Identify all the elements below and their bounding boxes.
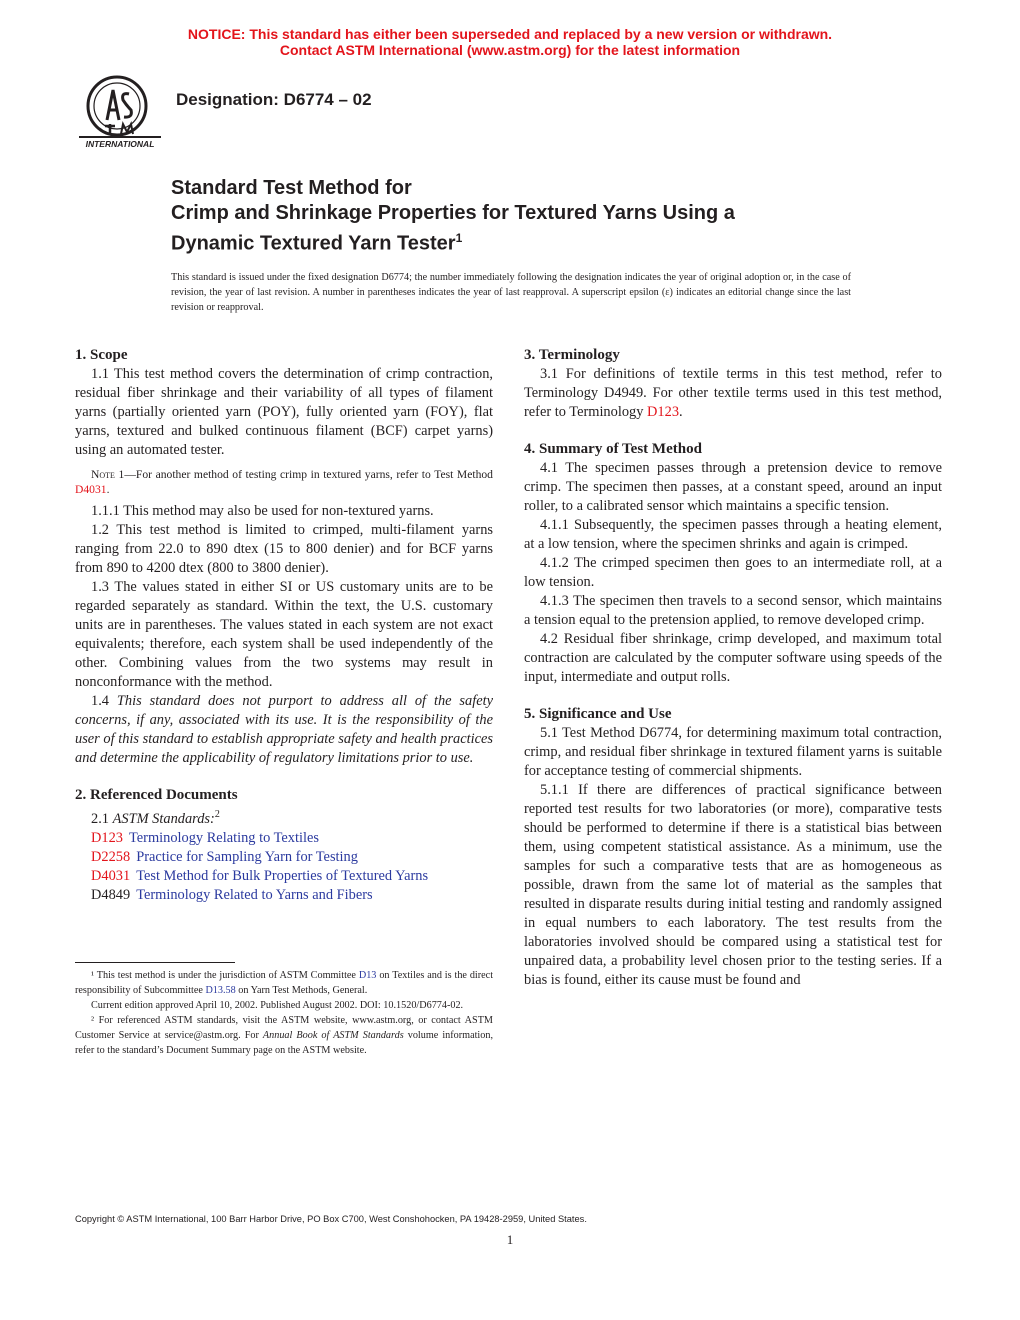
reference-item[interactable] <box>75 886 493 905</box>
paragraph-4-1: 4.1 The specimen passes through a pretension device to remove crimp. The specimen then passes, at a constant speed, around an input roller, to a calibrated sensor which maintains a specific tension. <box>524 460 942 514</box>
title-line-2: Crimp and Shrinkage Properties for Textured Yarns Using a <box>171 202 735 224</box>
link-d13[interactable]: D13 <box>358 970 377 981</box>
paragraph-4-1-3: 4.1.3 The specimen then travels to a second sensor, which maintains a tension equal to the pretension applied, to remove developed crimp. <box>524 593 942 628</box>
reference-code: D4849 <box>91 886 131 903</box>
logo-wordmark: INTERNATIONAL <box>85 139 155 149</box>
footnote-1 <box>75 968 493 998</box>
title-line-3 <box>171 226 911 257</box>
reference-item[interactable] <box>75 867 493 886</box>
paragraph-2-1-text: ASTM Standards: <box>112 810 215 827</box>
paragraph-1-4-text: This standard does not purport to address all of the safety concerns, if any, associated with its use. It is the responsibility of the user of this standard to establish appropriate safety and health practices and determine the applicability of regulatory limitations prior to use. <box>75 693 493 766</box>
paragraph-3-1-end: . <box>679 404 683 420</box>
paragraph-1-1: 1.1 This test method covers the determination of crimp contraction, residual fiber shrinkage and their variability of all types of filament yarns (partially oriented yarn (POY), fully oriented yarn (FOY), flat yarns, textured and bulked continuous filament (BCF) carpet yarns) using an automated tester. <box>75 366 493 458</box>
paragraph-2-1 <box>75 805 493 829</box>
footnote-2 <box>75 1013 493 1058</box>
paragraph-1-3: 1.3 The values stated in either SI or US customary units are to be regarded separately as standard. Within the text, the U.S. customary units are in parentheses. The values stated in each system are not exact equivalents; therefore, each system shall be used independently of the other. Combining values from the two systems may result in nonconformance with the method. <box>75 579 493 690</box>
page-number: 1 <box>506 1232 514 1247</box>
paragraph-4-1-2: 4.1.2 The crimped specimen then goes to an intermediate roll, at a low tension. <box>524 555 942 590</box>
footnote-edition: Current edition approved April 10, 2002. Published August 2002. DOI: 10.1520/D6774-02. <box>91 1000 464 1011</box>
note-label: Note <box>91 468 115 481</box>
reference-title[interactable]: Practice for Sampling Yarn for Testing <box>136 848 358 865</box>
paragraph-5-1-1: 5.1.1 If there are differences of practical significance between reported test results for two laboratories (or more), comparative tests should be performed to determine if there is a statistical bias between them, using competent statistical assistance. As a minimum, use the samples for such a comparative tests that are as homogeneous as possible, drawn from the same lot of material as the samples that resulted in disparate results during initial testing and randomly assigned in equal numbers to each laboratory. The test results from the laboratories involved should be compared using a statistical test for unpaired data, a probability level chosen prior to the testing series. If a bias is found, either its cause must be found and <box>524 782 942 988</box>
paragraph-3-1-text: 3.1 For definitions of textile terms in this test method, refer to Terminology D4949. For other textile terms used in this test method, refer to Terminology <box>524 366 942 420</box>
section-1-heading: 1. Scope <box>75 347 128 363</box>
link-d13-58[interactable]: D13.58 <box>205 985 236 996</box>
reference-code[interactable]: D2258 <box>91 848 131 865</box>
reference-code[interactable]: D123 <box>91 829 123 846</box>
reference-item[interactable] <box>75 848 493 867</box>
copyright-line: Copyright © ASTM International, 100 Barr Harbor Drive, PO Box C700, West Conshohocken, PA 19428-2959, United States. <box>75 1214 587 1224</box>
astm-logo <box>77 74 163 150</box>
note-text: 1—For another method of testing crimp in textured yarns, refer to Test Method <box>118 468 493 481</box>
paragraph-4-2: 4.2 Residual fiber shrinkage, crimp developed, and maximum total contraction are calculated by the computer software using speeds of the input, intermediate and output rolls. <box>524 631 942 685</box>
section-3-heading: 3. Terminology <box>524 347 620 363</box>
paragraph-3-1 <box>524 365 942 422</box>
footnote-1-end: on Yarn Test Methods, General. <box>238 985 368 996</box>
section-2-heading: 2. Referenced Documents <box>75 787 238 803</box>
footnote-2-end: volume information, refer to the standard’s Document Summary page on the ASTM website. <box>75 1030 493 1056</box>
notice-line-2: Contact ASTM International (www.astm.org) for the latest information <box>279 42 741 58</box>
paragraph-5-1: 5.1 Test Method D6774, for determining maximum total contraction, crimp, and residual fiber shrinkage in textured filament yarns is suitable for acceptance testing of commercial shipments. <box>524 725 942 779</box>
footnote-2-text: ² For referenced ASTM standards, visit the ASTM website, www.astm.org, or contact ASTM Customer Service at service@astm.org. For <box>75 1015 493 1041</box>
left-column <box>75 346 493 905</box>
title-line-3-text: Dynamic Textured Yarn Tester <box>171 232 456 255</box>
note-1: Note 1—For another method of testing crimp in textured yarns, refer to Test Method D4031. <box>75 468 493 496</box>
reference-title[interactable]: Terminology Related to Yarns and Fibers <box>136 886 373 903</box>
paragraph-4-1-1: 4.1.1 Subsequently, the specimen passes through a heating element, at a low tension, where the specimen shrinks and again is crimped. <box>524 517 942 552</box>
designation: Designation: D6774 – 02 <box>176 90 372 109</box>
astm-logo-mark-icon <box>77 74 163 150</box>
footnotes <box>75 968 493 1058</box>
section-5-heading: 5. Significance and Use <box>524 706 672 722</box>
document-title <box>171 176 911 257</box>
footnote-1-middle: on Textiles and is the direct responsibility of Subcommittee <box>75 970 494 996</box>
footnote-1-text: ¹ This test method is under the jurisdiction of ASTM Committee <box>91 970 356 981</box>
reference-title[interactable]: Test Method for Bulk Properties of Textured Yarns <box>136 867 429 884</box>
paragraph-1-4-number: 1.4 <box>91 693 109 709</box>
paragraph-2-1-number: 2.1 <box>91 810 109 827</box>
footnote-2-italic: Annual Book of ASTM Standards <box>262 1030 404 1041</box>
paragraph-1-1-1: 1.1.1 This method may also be used for non-textured yarns. <box>91 503 434 519</box>
notice-line-1: NOTICE: This standard has either been superseded and replaced by a new version or withdrawn. <box>187 26 833 42</box>
title-line-1: Standard Test Method for <box>171 177 412 199</box>
notice-banner <box>0 26 1020 58</box>
title-footnote-mark: 1 <box>455 231 463 245</box>
link-d123[interactable]: D123 <box>647 404 680 420</box>
reference-code[interactable]: D4031 <box>91 867 131 884</box>
paragraph-1-2: 1.2 This test method is limited to crimped, multi-filament yarns ranging from 22.0 to 890 dtex (15 to 800 denier) and for BCF yarns from 890 to 4200 dtex (800 to 3800 denier). <box>75 522 493 576</box>
issuance-statement: This standard is issued under the fixed designation D6774; the number immediately following the designation indicates the year of original adoption or, in the case of revision, the year of last revision. A number in parentheses indicates the year of last reapproval. A superscript epsilon (ε) indicates an editorial change since the last revision or reapproval. <box>171 272 851 313</box>
right-column <box>524 346 942 990</box>
reference-title[interactable]: Terminology Relating to Textiles <box>128 829 319 846</box>
section-4-heading: 4. Summary of Test Method <box>524 441 702 457</box>
reference-item[interactable] <box>75 829 493 848</box>
footnote-divider <box>75 962 235 963</box>
paragraph-2-1-footnote-mark: 2 <box>214 809 220 820</box>
note-link-d4031[interactable]: D4031 <box>75 483 107 496</box>
paragraph-1-4 <box>75 692 493 768</box>
